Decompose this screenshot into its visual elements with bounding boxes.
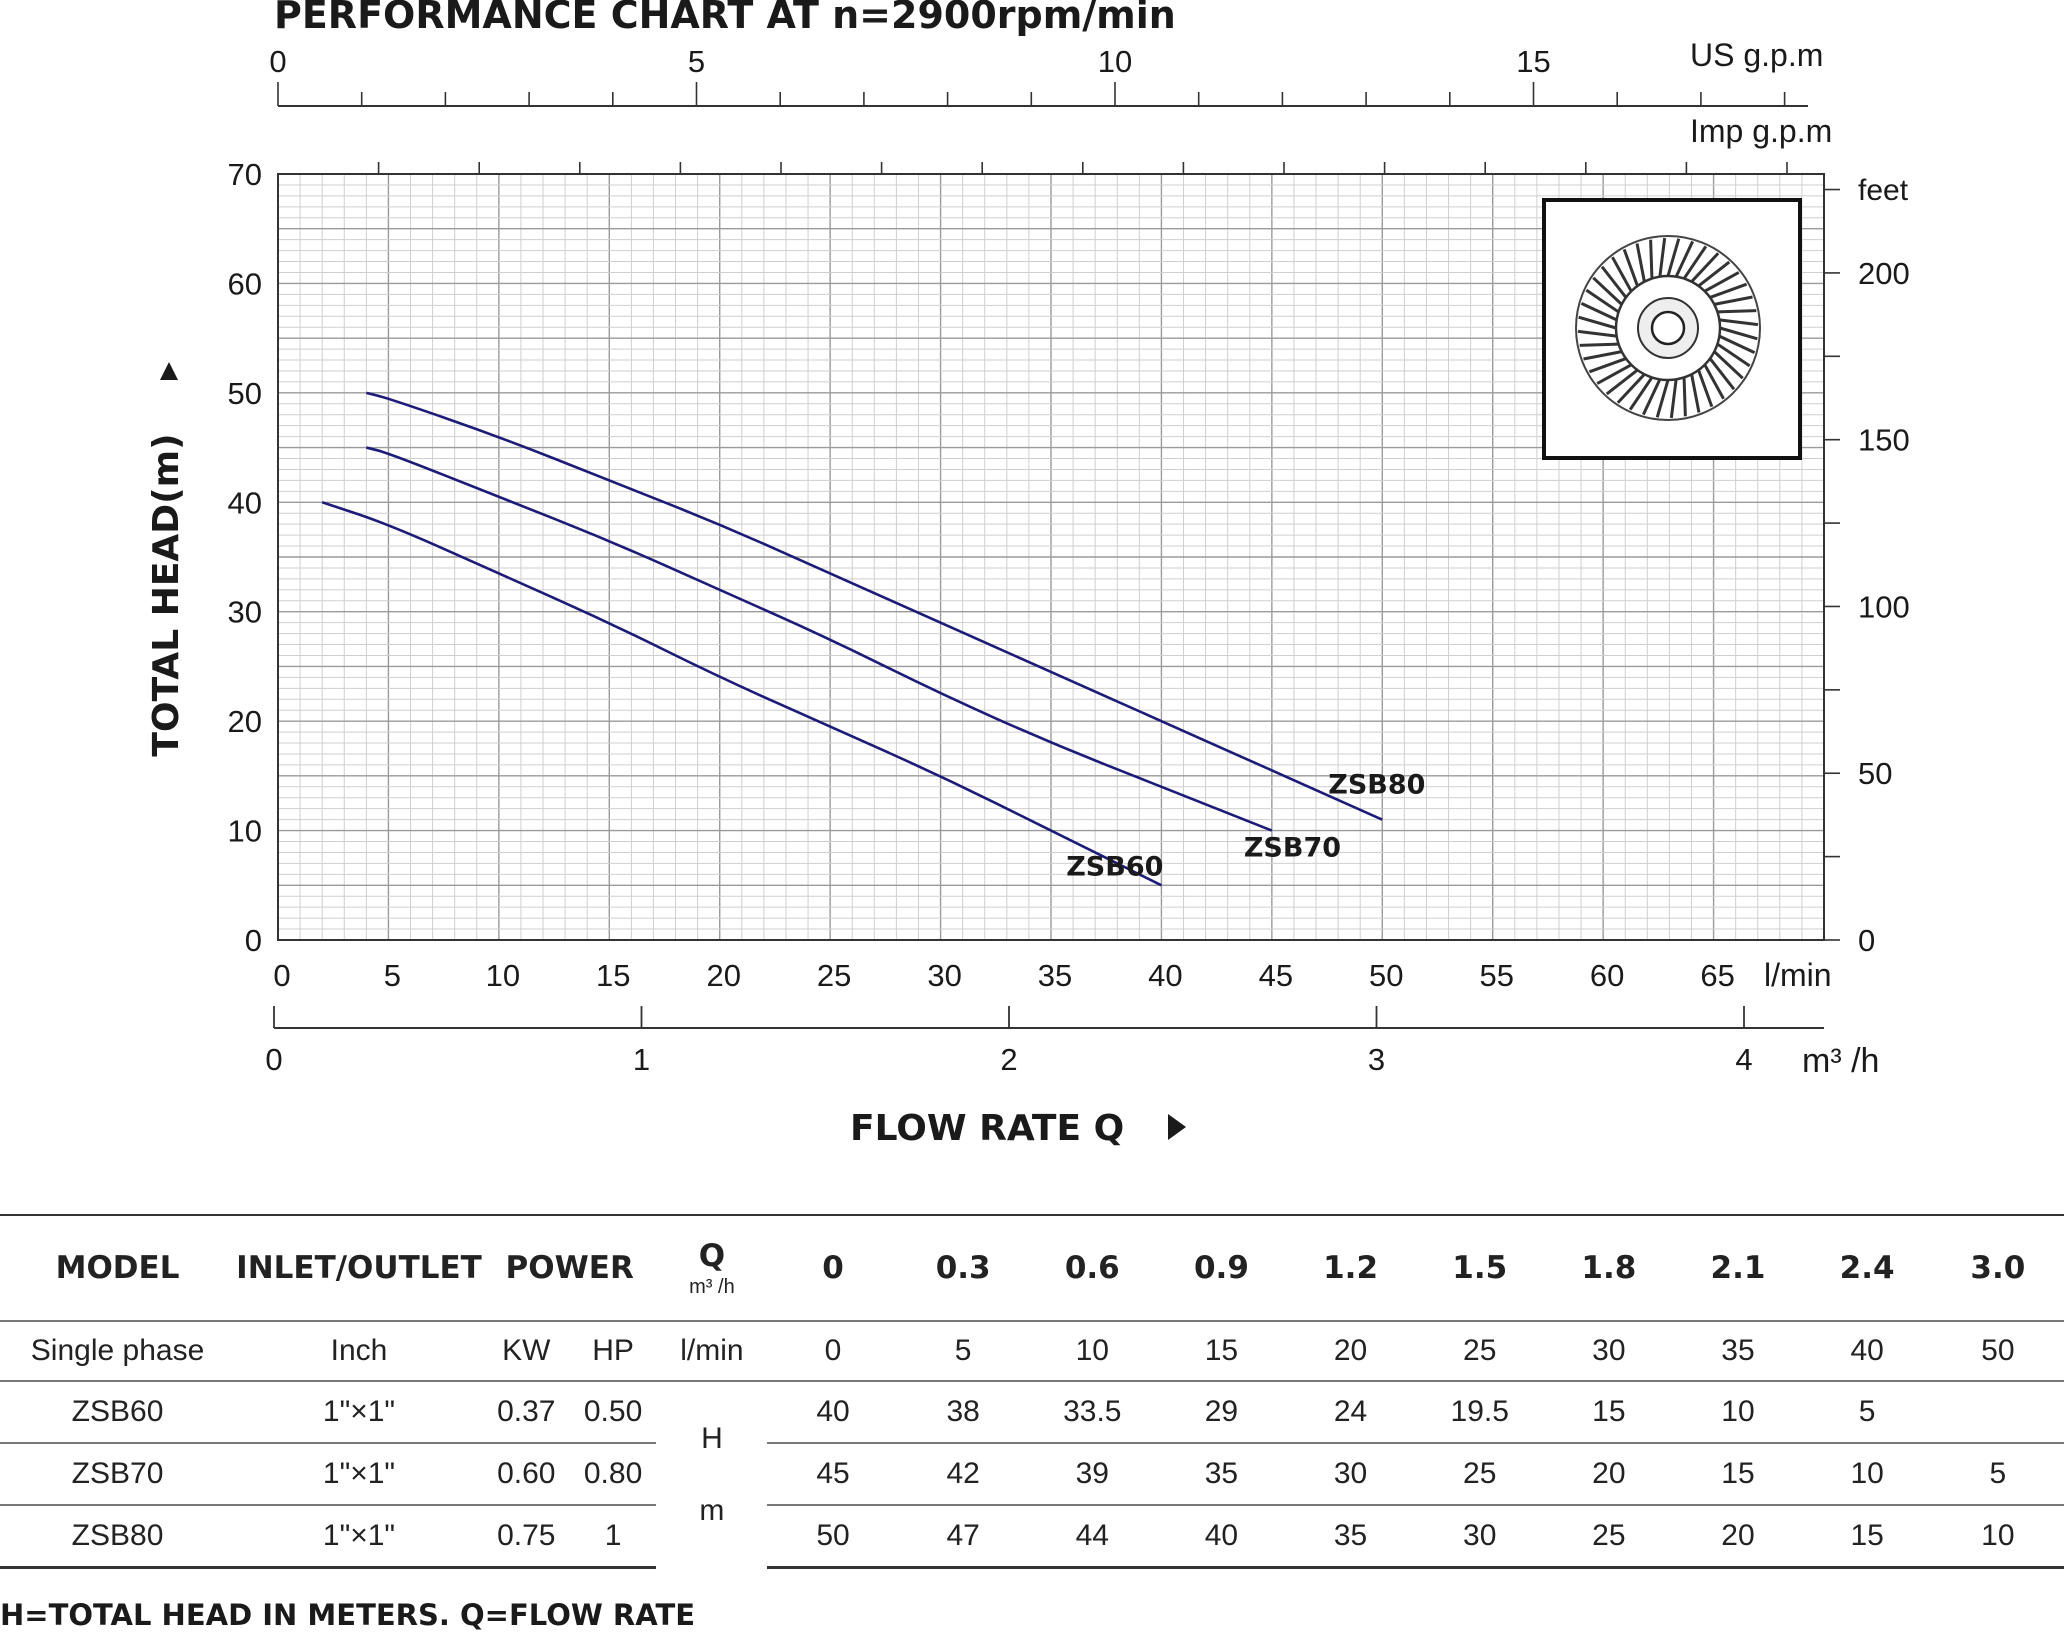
x-tick-label: 10: [485, 958, 521, 993]
flow-lmin: 15: [1157, 1321, 1286, 1381]
head-cell: 33.5: [1028, 1381, 1157, 1443]
curve-zsb70: [366, 448, 1272, 831]
flow-lmin: 50: [1932, 1321, 2064, 1381]
head-cell: 44: [1028, 1505, 1157, 1568]
m3h-tick-label: 1: [632, 1042, 651, 1077]
head-cell: 30: [1415, 1505, 1544, 1568]
x-tick-label: 20: [706, 958, 741, 993]
th-flow: 2.4: [1803, 1216, 1932, 1321]
hp-cell: 0.50: [570, 1381, 657, 1443]
table-header-row: [0, 1216, 2064, 1321]
x-tick-label: 30: [927, 958, 962, 993]
head-cell: 35: [1286, 1505, 1415, 1568]
feet-tick-label: 100: [1858, 589, 1910, 625]
y-tick-label: 70: [227, 157, 262, 192]
head-cell: 40: [1157, 1505, 1286, 1568]
inlet-cell: 1"×1": [235, 1443, 483, 1505]
m3h-tick-label: 4: [1735, 1042, 1753, 1077]
th-q-letter: Q: [698, 1237, 726, 1274]
x-tick-label: 35: [1037, 958, 1073, 993]
inlet-cell: 1"×1": [235, 1381, 483, 1443]
m-label: m: [699, 1493, 725, 1527]
y-tick-label: 30: [227, 594, 262, 630]
x-axis-arrow-icon: [1168, 1114, 1186, 1140]
head-cell: 10: [1932, 1505, 2064, 1568]
y-tick-label: 20: [227, 704, 262, 740]
unit-hp: HP: [570, 1321, 657, 1381]
y-tick-label: 10: [227, 813, 262, 849]
x-tick-label: 15: [596, 958, 631, 993]
head-cell: 24: [1286, 1381, 1415, 1443]
table-units-row: [0, 1321, 2064, 1381]
inlet-cell: 1"×1": [235, 1505, 483, 1568]
hp-cell: 1: [570, 1505, 657, 1568]
flow-lmin: 25: [1415, 1321, 1544, 1381]
x-axis-ticks: [273, 958, 1734, 993]
th-inlet-outlet: INLET/OUTLET: [235, 1216, 483, 1321]
head-cell: 40: [767, 1381, 898, 1443]
us-tick-label: 10: [1097, 44, 1133, 79]
series-label-zsb70: ZSB70: [1243, 832, 1342, 864]
th-flow: 1.8: [1544, 1216, 1673, 1321]
x-tick-label: 50: [1369, 958, 1404, 993]
x-axis-label: FLOW RATE Q: [850, 1108, 1125, 1149]
head-cell: 25: [1415, 1443, 1544, 1505]
flow-lmin: 35: [1673, 1321, 1802, 1381]
series-label-zsb80: ZSB80: [1328, 769, 1426, 801]
head-cell: 10: [1673, 1381, 1802, 1443]
head-cell: 15: [1803, 1505, 1932, 1568]
y-tick-label: 0: [244, 923, 262, 958]
m3h-tick-label: 3: [1367, 1042, 1386, 1077]
feet-label: feet: [1858, 174, 1909, 207]
head-cell: 38: [899, 1381, 1028, 1443]
h-label: H: [701, 1421, 723, 1455]
imp-gpm-ticks: [379, 162, 1787, 174]
hp-cell: 0.80: [570, 1443, 657, 1505]
impeller-blade: [1580, 344, 1619, 345]
th-flow: 0.3: [899, 1216, 1028, 1321]
th-flow: 1.2: [1286, 1216, 1415, 1321]
h-unit-cell: [656, 1381, 767, 1568]
feet-tick-label: 50: [1858, 756, 1893, 792]
impeller-blade: [1717, 311, 1756, 312]
x-tick-label: 0: [273, 958, 291, 993]
x-tick-label: 5: [383, 958, 402, 993]
head-cell: 35: [1157, 1443, 1286, 1505]
th-power: POWER: [483, 1216, 657, 1321]
th-q-unit: m³ /h: [689, 1275, 735, 1298]
m3h-label: m³ /h: [1802, 1042, 1880, 1080]
flow-lmin: 0: [767, 1321, 898, 1381]
head-cell: 47: [899, 1505, 1028, 1568]
unit-phase: Single phase: [0, 1321, 235, 1381]
x-tick-label: 65: [1700, 958, 1735, 993]
m3h-tick-label: 0: [265, 1042, 283, 1077]
head-cell: 42: [899, 1443, 1028, 1505]
feet-tick-label: 0: [1858, 923, 1876, 958]
th-flow: 3.0: [1932, 1216, 2064, 1321]
chart-title: PERFORMANCE CHART AT n=2900rpm/min: [274, 0, 1176, 37]
unit-lmin: l/min: [656, 1321, 767, 1381]
imp-gpm-label: Imp g.p.m: [1690, 113, 1833, 149]
us-gpm-label: US g.p.m: [1690, 37, 1824, 73]
table-row: [0, 1443, 2064, 1505]
model-cell: ZSB80: [0, 1505, 235, 1568]
impeller-blade: [1651, 240, 1652, 279]
y-tick-label: 40: [227, 485, 262, 521]
head-cell: 10: [1803, 1443, 1932, 1505]
feet-axis: [1824, 190, 1910, 958]
kw-cell: 0.60: [483, 1443, 570, 1505]
feet-tick-label: 150: [1858, 422, 1910, 458]
y-tick-label: 50: [227, 375, 262, 411]
flow-lmin: 20: [1286, 1321, 1415, 1381]
performance-table: [0, 1216, 2064, 1569]
unit-kw: KW: [483, 1321, 570, 1381]
th-q: [656, 1216, 767, 1321]
head-cell: 15: [1673, 1443, 1802, 1505]
flow-lmin: 40: [1803, 1321, 1932, 1381]
head-cell: 30: [1286, 1443, 1415, 1505]
head-cell: 5: [1803, 1381, 1932, 1443]
unit-inch: Inch: [235, 1321, 483, 1381]
flow-lmin: 30: [1544, 1321, 1673, 1381]
model-cell: ZSB70: [0, 1443, 235, 1505]
us-tick-label: 0: [269, 44, 287, 79]
th-flow: 1.5: [1415, 1216, 1544, 1321]
head-cell: 19.5: [1415, 1381, 1544, 1443]
impeller-bore: [1652, 312, 1684, 344]
head-cell: 39: [1028, 1443, 1157, 1505]
head-cell: 45: [767, 1443, 898, 1505]
head-cell: 20: [1673, 1505, 1802, 1568]
head-cell: [1932, 1381, 2064, 1443]
th-flow: 0.9: [1157, 1216, 1286, 1321]
flow-lmin: 10: [1028, 1321, 1157, 1381]
feet-tick-label: 200: [1858, 255, 1910, 291]
kw-cell: 0.37: [483, 1381, 570, 1443]
head-cell: 20: [1544, 1443, 1673, 1505]
m3h-axis: [265, 1006, 1824, 1077]
x-tick-label: 25: [816, 958, 852, 993]
th-flow: 2.1: [1673, 1216, 1802, 1321]
us-tick-label: 15: [1516, 44, 1551, 79]
x-tick-label: 40: [1148, 958, 1183, 993]
th-model: MODEL: [0, 1216, 235, 1321]
series-label-zsb60: ZSB60: [1066, 851, 1164, 883]
table-row: [0, 1505, 2064, 1568]
y-axis-label: TOTAL HEAD(m): [146, 433, 187, 757]
th-flow: 0.6: [1028, 1216, 1157, 1321]
us-gpm-axis: [269, 44, 1808, 106]
head-cell: 15: [1544, 1381, 1673, 1443]
kw-cell: 0.75: [483, 1505, 570, 1568]
table-row: [0, 1381, 2064, 1443]
y-axis-ticks: [228, 157, 262, 958]
head-cell: 29: [1157, 1381, 1286, 1443]
us-tick-label: 5: [687, 44, 706, 79]
impeller-image: [1544, 200, 1800, 458]
head-cell: 50: [767, 1505, 898, 1568]
model-cell: ZSB60: [0, 1381, 235, 1443]
x-tick-label: 45: [1258, 958, 1294, 993]
m3h-tick-label: 2: [1000, 1042, 1018, 1077]
head-cell: 5: [1932, 1443, 2064, 1505]
impeller-blade: [1684, 377, 1685, 416]
x-unit-label: l/min: [1764, 957, 1832, 993]
head-cell: 25: [1544, 1505, 1673, 1568]
th-flow: 0: [767, 1216, 898, 1321]
y-axis-arrow-icon: [160, 362, 178, 380]
x-tick-label: 55: [1479, 958, 1514, 993]
footnote: H=TOTAL HEAD IN METERS. Q=FLOW RATE: [0, 1598, 696, 1632]
y-tick-label: 60: [227, 266, 262, 302]
flow-lmin: 5: [899, 1321, 1028, 1381]
x-tick-label: 60: [1589, 958, 1625, 993]
